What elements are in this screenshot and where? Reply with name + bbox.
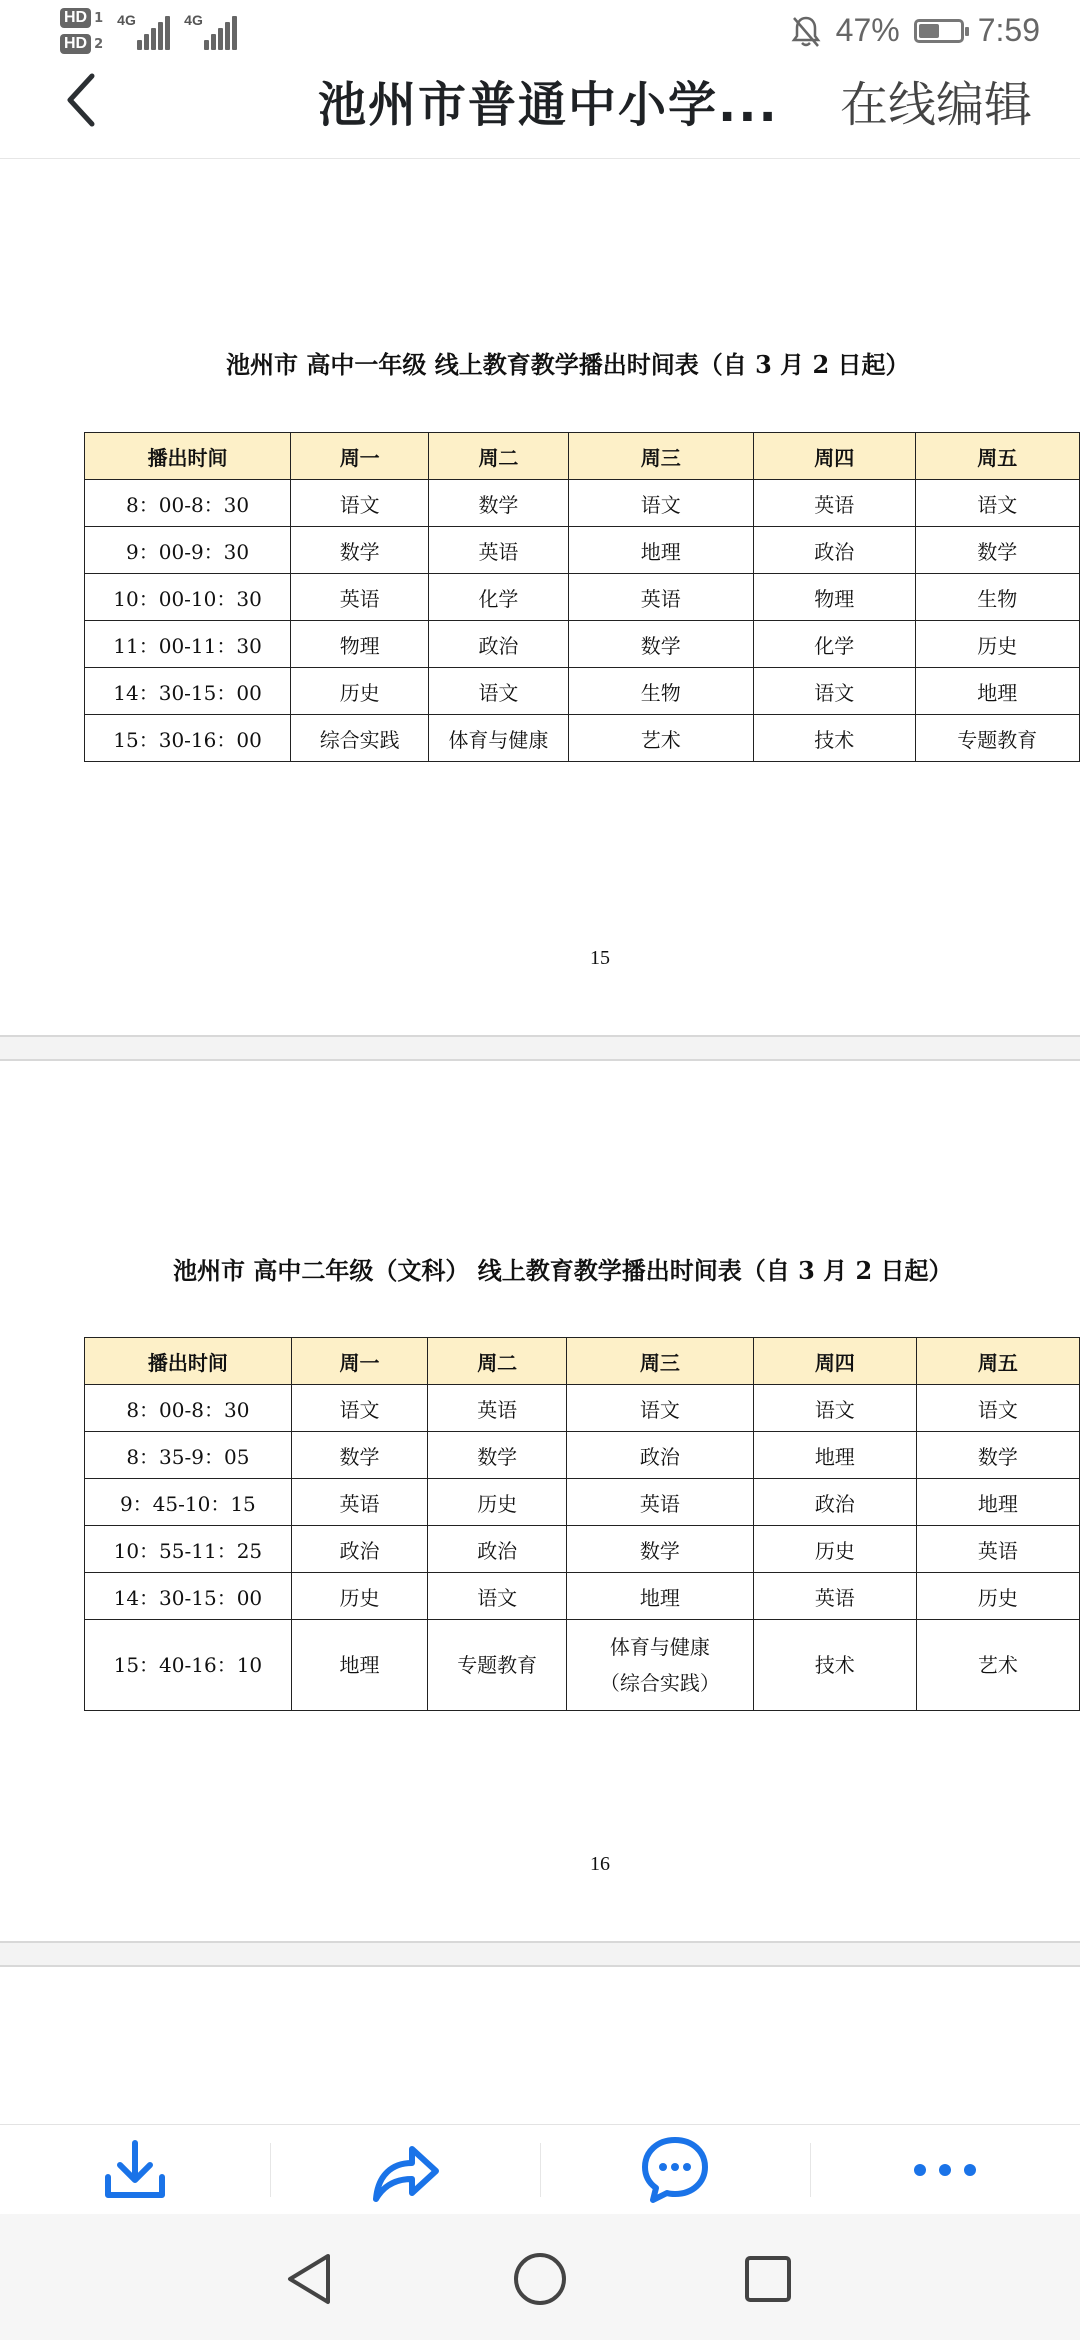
- table-cell: 语文: [429, 668, 568, 715]
- table-cell: 9：45-10：15: [85, 1479, 292, 1526]
- table-cell: 语文: [291, 1385, 428, 1432]
- bottom-action-bar: [0, 2124, 1080, 2215]
- table-cell: 地理: [291, 1620, 428, 1711]
- table-cell: 政治: [291, 1526, 428, 1573]
- table-cell: 技术: [753, 715, 915, 762]
- table-row: [85, 668, 1080, 715]
- hd2-indicator: HD 2: [60, 34, 103, 54]
- document-page-15: [0, 159, 1080, 1035]
- document-title: 池州市普通中小学...: [318, 77, 779, 133]
- table-cell: 英语: [429, 527, 568, 574]
- table-cell: 地理: [753, 1432, 916, 1479]
- table-cell: 历史: [916, 1573, 1079, 1620]
- table-row: [85, 1432, 1080, 1479]
- table-header-cell: 周三: [567, 1338, 754, 1385]
- table-header-cell: 周二: [428, 1338, 567, 1385]
- page-number: 16: [590, 1853, 610, 1875]
- table-cell: 英语: [753, 1573, 916, 1620]
- table-cell: 15：40-16：10: [85, 1620, 292, 1711]
- table-row: [85, 480, 1080, 527]
- table-cell: 化学: [753, 621, 915, 668]
- battery-icon: [914, 19, 964, 43]
- table-cell: 英语: [291, 1479, 428, 1526]
- schedule-table: [84, 432, 1080, 762]
- table-cell: 8：00-8：30: [85, 1385, 292, 1432]
- table-cell: 数学: [915, 527, 1079, 574]
- table-cell: 8：00-8：30: [85, 480, 291, 527]
- table-cell: 艺术: [916, 1620, 1079, 1711]
- table-header-cell: 周五: [915, 433, 1079, 480]
- bell-mute-icon: [790, 14, 822, 48]
- table-cell: 14：30-15：00: [85, 668, 291, 715]
- page-separator: [0, 1035, 1080, 1061]
- share-icon: [368, 2135, 442, 2205]
- signal-1-icon: 4G: [117, 8, 170, 50]
- table-cell: 历史: [915, 621, 1079, 668]
- table-cell: 专题教育: [428, 1620, 567, 1711]
- table-cell: 英语: [428, 1385, 567, 1432]
- table-cell: 语文: [753, 1385, 916, 1432]
- nav-recents-button[interactable]: [733, 2244, 803, 2314]
- table-cell: 英语: [568, 574, 753, 621]
- table-header-cell: 播出时间: [85, 433, 291, 480]
- table-header-cell: 周三: [568, 433, 753, 480]
- table-row: [85, 527, 1080, 574]
- table-cell: 历史: [753, 1526, 916, 1573]
- table-cell: 政治: [753, 1479, 916, 1526]
- table-cell: 11：00-11：30: [85, 621, 291, 668]
- table-cell: 英语: [916, 1526, 1079, 1573]
- home-circle-icon: [512, 2251, 568, 2307]
- table-cell: 历史: [428, 1479, 567, 1526]
- table-cell: 数学: [567, 1526, 754, 1573]
- schedule-table: [84, 1337, 1080, 1711]
- table-cell: 14：30-15：00: [85, 1573, 292, 1620]
- table-cell: 10：55-11：25: [85, 1526, 292, 1573]
- nav-home-button[interactable]: [505, 2244, 575, 2314]
- table-cell: 政治: [567, 1432, 754, 1479]
- more-icon: [910, 2160, 980, 2180]
- table-cell: 数学: [916, 1432, 1079, 1479]
- download-icon: [100, 2135, 170, 2205]
- table-cell: 地理: [568, 527, 753, 574]
- page-separator: [0, 1941, 1080, 1967]
- table-cell: 语文: [567, 1385, 754, 1432]
- table-header-cell: 周四: [753, 1338, 916, 1385]
- download-button[interactable]: [0, 2125, 270, 2215]
- table-header-cell: 周一: [291, 1338, 428, 1385]
- table-cell: 物理: [753, 574, 915, 621]
- back-arrow-icon[interactable]: [60, 70, 100, 130]
- table-cell: 生物: [568, 668, 753, 715]
- table-cell: 10：00-10：30: [85, 574, 291, 621]
- page-number: 15: [590, 947, 610, 969]
- table-cell: 语文: [916, 1385, 1079, 1432]
- table-row: [85, 1479, 1080, 1526]
- table-row: [85, 1620, 1080, 1711]
- battery-percent: 47%: [835, 12, 900, 48]
- table-cell: 数学: [428, 1432, 567, 1479]
- table-cell: 技术: [753, 1620, 916, 1711]
- document-page-16: [0, 1061, 1080, 1941]
- table-cell: 语文: [428, 1573, 567, 1620]
- page-title: 池州市 高中一年级 线上教育教学播出时间表（自 3 月 2 日起）: [226, 350, 910, 379]
- table-header-cell: 播出时间: [85, 1338, 292, 1385]
- hd1-indicator: HD 1: [60, 8, 103, 28]
- nav-back-button[interactable]: [274, 2244, 344, 2314]
- table-cell: 9：00-9：30: [85, 527, 291, 574]
- table-cell: 语文: [915, 480, 1079, 527]
- table-cell: 综合实践: [291, 715, 429, 762]
- table-cell: 英语: [567, 1479, 754, 1526]
- table-cell: 15：30-16：00: [85, 715, 291, 762]
- table-cell: 地理: [567, 1573, 754, 1620]
- table-row: [85, 1385, 1080, 1432]
- table-cell: 数学: [568, 621, 753, 668]
- table-cell: 数学: [429, 480, 568, 527]
- top-app-bar: [0, 60, 1080, 159]
- table-row: [85, 574, 1080, 621]
- table-cell: 体育与健康: [429, 715, 568, 762]
- table-header-cell: 周二: [429, 433, 568, 480]
- table-cell: 历史: [291, 1573, 428, 1620]
- table-cell: 历史: [291, 668, 429, 715]
- table-header-cell: 周四: [753, 433, 915, 480]
- table-header-cell: 周一: [291, 433, 429, 480]
- table-row: [85, 1573, 1080, 1620]
- table-cell: 化学: [429, 574, 568, 621]
- table-cell: 数学: [291, 1432, 428, 1479]
- comment-icon: [639, 2134, 711, 2206]
- table-cell: 政治: [428, 1526, 567, 1573]
- table-cell: 语文: [568, 480, 753, 527]
- table-cell: 8：35-9：05: [85, 1432, 292, 1479]
- document-page-17: [0, 1967, 1080, 2124]
- page-title: 池州市 高中二年级（文科） 线上教育教学播出时间表（自 3 月 2 日起）: [173, 1256, 953, 1285]
- more-button[interactable]: [810, 2125, 1080, 2215]
- table-cell: 物理: [291, 621, 429, 668]
- table-cell: 艺术: [568, 715, 753, 762]
- table-cell: 英语: [753, 480, 915, 527]
- table-cell: 地理: [915, 668, 1079, 715]
- share-button[interactable]: [270, 2125, 540, 2215]
- table-cell: 语文: [753, 668, 915, 715]
- table-cell: 数学: [291, 527, 429, 574]
- clock: 7:59: [977, 12, 1040, 48]
- table-cell: 英语: [291, 574, 429, 621]
- table-cell: 生物: [915, 574, 1079, 621]
- table-row: [85, 1526, 1080, 1573]
- table-cell: 体育与健康 （综合实践）: [567, 1620, 754, 1711]
- table-cell: 语文: [291, 480, 429, 527]
- table-cell: 政治: [753, 527, 915, 574]
- online-edit-button[interactable]: 在线编辑: [839, 77, 1032, 133]
- table-cell: 政治: [429, 621, 568, 668]
- comment-button[interactable]: [540, 2125, 810, 2215]
- table-header-cell: 周五: [916, 1338, 1079, 1385]
- table-cell: 地理: [916, 1479, 1079, 1526]
- table-row: [85, 621, 1080, 668]
- table-row: [85, 715, 1080, 762]
- system-navigation-bar: [0, 2214, 1080, 2340]
- table-cell: 专题教育: [915, 715, 1079, 762]
- back-triangle-icon: [284, 2252, 334, 2306]
- recents-square-icon: [743, 2254, 793, 2304]
- signal-2-icon: 4G: [184, 8, 237, 50]
